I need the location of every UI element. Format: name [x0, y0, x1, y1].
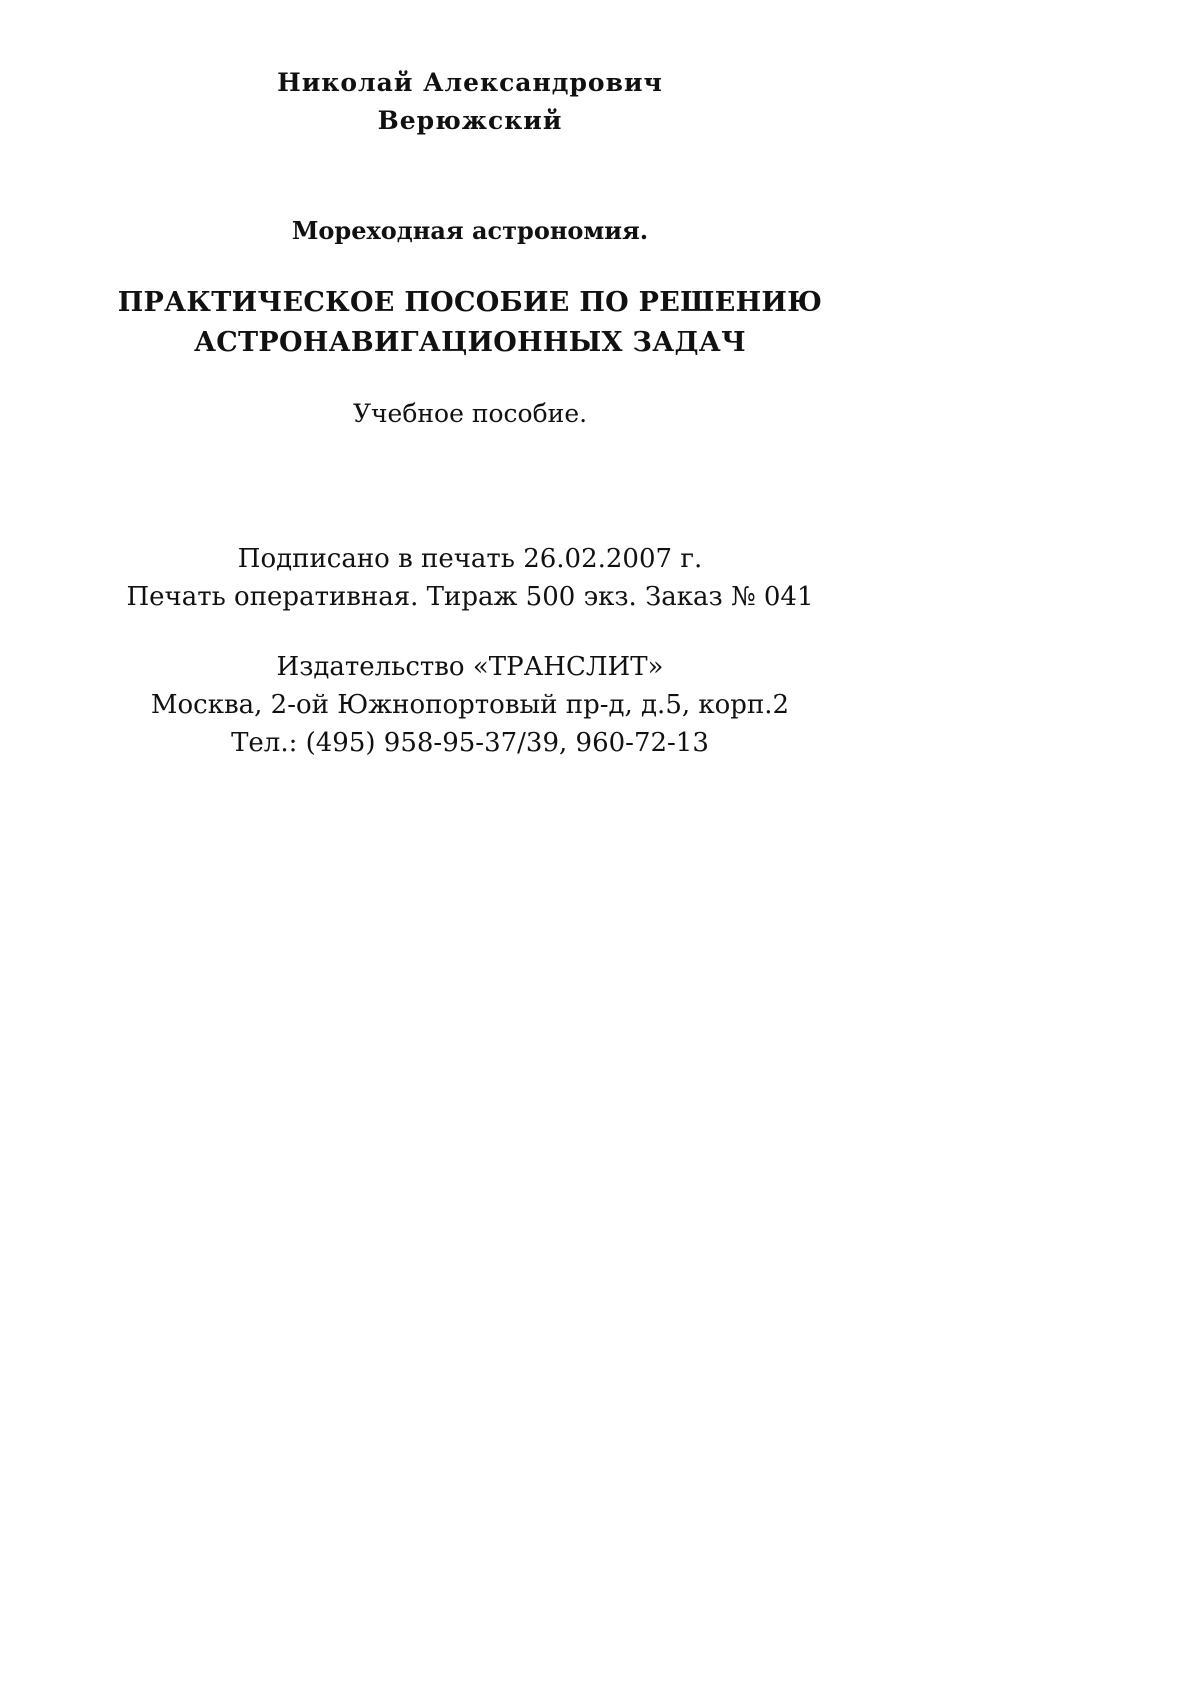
series-title: Мореходная астрономия. — [291, 216, 649, 245]
main-title-line-1: ПРАКТИЧЕСКОЕ ПОСОБИЕ ПО РЕШЕНИЮ — [117, 287, 823, 318]
author-block — [90, 64, 850, 140]
publisher-phone: Тел.: (495) 958-95-37/39, 960-72-13 — [231, 728, 709, 758]
publisher-block — [90, 648, 850, 762]
series-title-block — [90, 212, 850, 250]
main-title-block — [90, 283, 850, 363]
publisher-name: Издательство «ТРАНСЛИТ» — [276, 652, 664, 682]
print-signed-date: Подписано в печать 26.02.2007 г. — [237, 544, 703, 574]
author-surname: Верюжский — [377, 106, 563, 135]
main-title-line-2: АСТРОНАВИГАЦИОННЫХ ЗАДАЧ — [193, 327, 747, 358]
author-name: Николай Александрович — [277, 68, 663, 97]
publisher-address: Москва, 2-ой Южнопортовый пр-д, д.5, корп.2 — [150, 690, 790, 720]
print-run-info: Печать оперативная. Тираж 500 экз. Заказ № 041 — [126, 582, 814, 612]
doc-type: Учебное пособие. — [352, 399, 588, 428]
doc-type-block — [90, 395, 850, 433]
print-info-block — [90, 540, 850, 616]
